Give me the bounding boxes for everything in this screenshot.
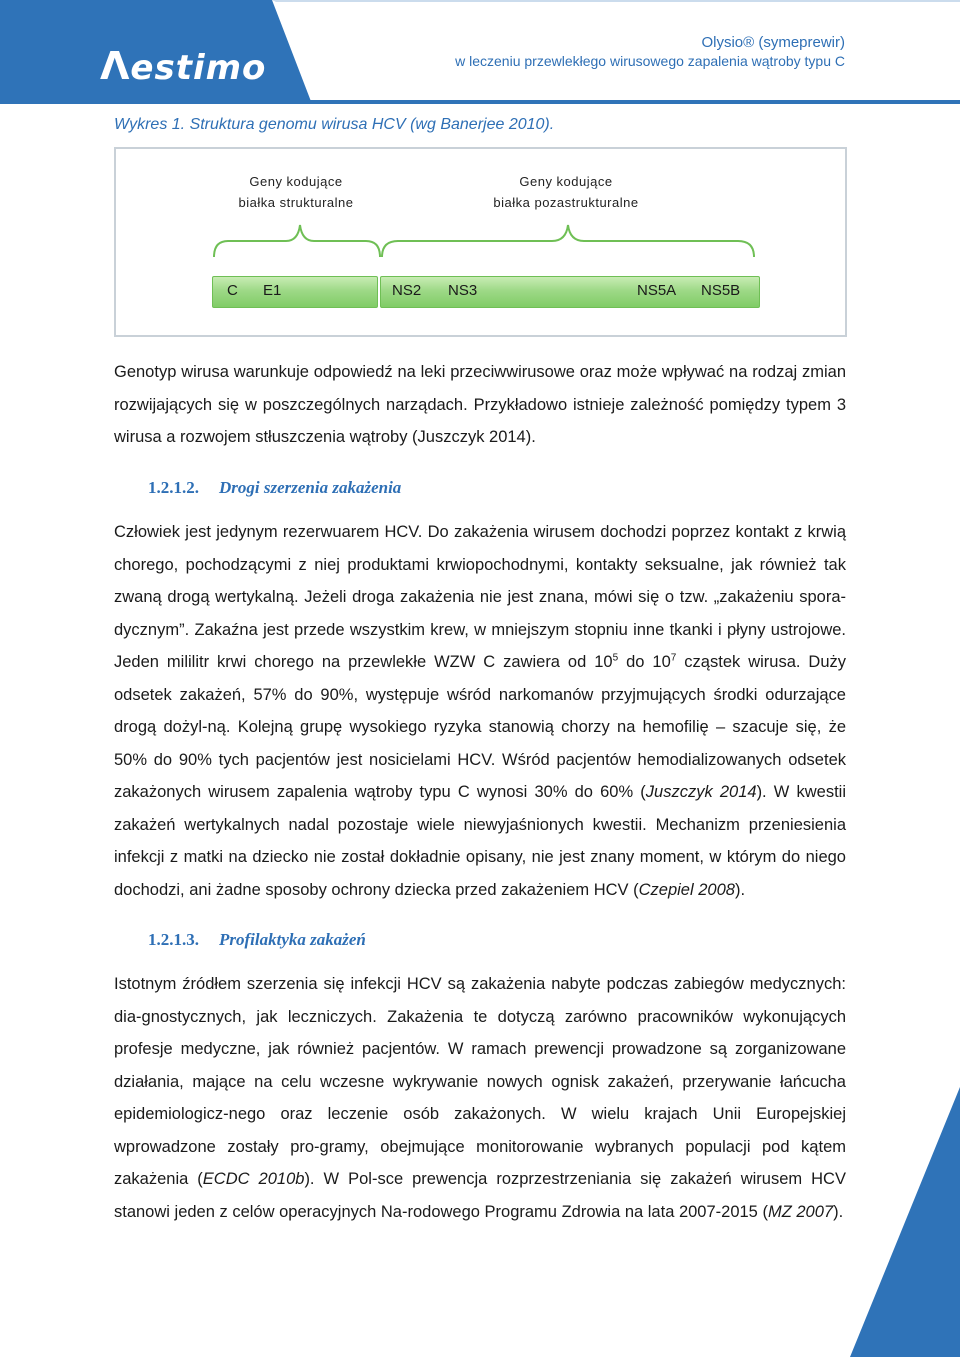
paragraph-transmission: Człowiek jest jedynym rezerwuarem HCV. Do zakażenia wirusem dochodzi poprzez kontakt z krwią chorego, pochodzącymi z niej produktami krwiopochodnymi, kontakty seksualne, jak również tak zwaną drogą wertykalną. Jeżeli droga zakażenia nie jest znana, mówi się o tzw. „zakażeniu spora-dycznym”. Zakaźna jest przede wszystkim krew, w mniejszym stopniu inne tkanki i płyny ustrojowe. Jeden mililitr krwi chorego na przewlekłe WZW C zawiera od $10^5$ do $10^7$ cząstek wirusa. Duży odsetek zakażeń, 57% do 90%, występuje wśród narkomanów przyjmujących środki odurzające drogą dożyl-ną. Kolejną grupę wysokiego ryzyka stanowią chorzy na hemofilię – szacuje się, że 50% do 90% tych pacjentów jest nosicielami HCV. Wśród pacjentów hemodializowanych odsetek zakażonych wirusem zapalenia wątroby typu C wynosi 30% do 60% (Juszczyk 2014). W kwestii zakażeń wertykalnych nadal pozostaje wiele niewyjaśnionych kwestii. Mechanizm przeniesienia infekcji z matki na dziecko nie został dokładnie opisany, nie jest znany moment, w którym do niego dochodzi, ani żadne sposoby ochrony dziecka przed zakażeniem HCV (Czepiel 2008). [114,523,847,899]
gene-ns3: NS3 [448,282,478,299]
header-subtitle: w leczeniu przewlekłego wirusowego zapalenia wątroby typu C [455,53,845,69]
gene-ns2: NS2 [392,282,422,299]
gene-ns5a: NS5A [637,282,677,299]
citation: Juszczyk 2014 [645,783,757,801]
page-number: 11 [824,1251,876,1311]
figure-caption: Wykres 1. Struktura genomu wirusa HCV (wg Banerjee 2010). [114,116,555,133]
page-corner-decoration [780,1087,960,1357]
page-header [0,0,960,104]
brace-structural [214,225,380,257]
label-structural: Geny kodujące białka strukturalne [238,174,354,210]
citation: Czepiel 2008 [638,880,735,899]
label-nonstructural: Geny kodujące białka pozastrukturalne [493,174,639,210]
section-title: Profilaktyka zakażeń [219,930,366,949]
section-number: 1.2.1.2. [148,478,199,497]
section-title: Drogi szerzenia zakażenia [219,478,402,497]
estimo-logo: Λestimo [100,44,267,88]
genome-figure [114,147,847,337]
paragraph-prevention: Istotnym źródłem szerzenia się infekcji HCV są zakażenia nabyte podczas zabiegów medycznych: dia-gnostycznych, jak leczniczych. Zakażenia te dotyczą zarówno pracowników wykonujących profesje medyczne, jak również pacjentów. W ramach prewencji prowadzone są zorganizowane działania, mające na celu wczesne wykrywanie nowych ognisk zakażeń, przerywanie łańcucha epidemiologicz-nego oraz leczenie osób zakażonych. W wielu krajach Unii Europejskiej wprowadzone zostały pro-gramy, obejmujące monitorowanie wybranych populacji pod kątem zakażenia (ECDC 2010b). W Pol-sce prewencja rozprzestrzeniania się zakażeń wirusem HCV stanowi jeden z celów operacyjnych Na-rodowego Programu Zdrowia na lata 2007-2015 (MZ 2007). [114,975,846,1221]
citation: MZ 2007 [767,1202,834,1221]
citation: ECDC 2010b [202,1170,305,1188]
gene-ns5b: NS5B [701,282,741,299]
section-number: 1.2.1.3. [148,930,199,949]
gene-c: C [227,282,238,299]
drug-name: Olysio® (symeprewir) [701,34,845,51]
section-heading-prevention [148,930,366,950]
paragraph-genotype: Genotyp wirusa warunkuje odpowiedź na leki przeciwwirusowe oraz może wpływać na rodzaj zmian rozwijających się w poszczególnych narządach. Przykładowo istnieje zależność pomiędzy typem 3 wirusa a rozwojem stłuszczenia wątroby (Juszczyk 2014). [114,363,846,446]
section-heading-transmission [148,478,401,498]
brace-nonstructural [382,225,754,257]
gene-e1: E1 [263,282,282,299]
